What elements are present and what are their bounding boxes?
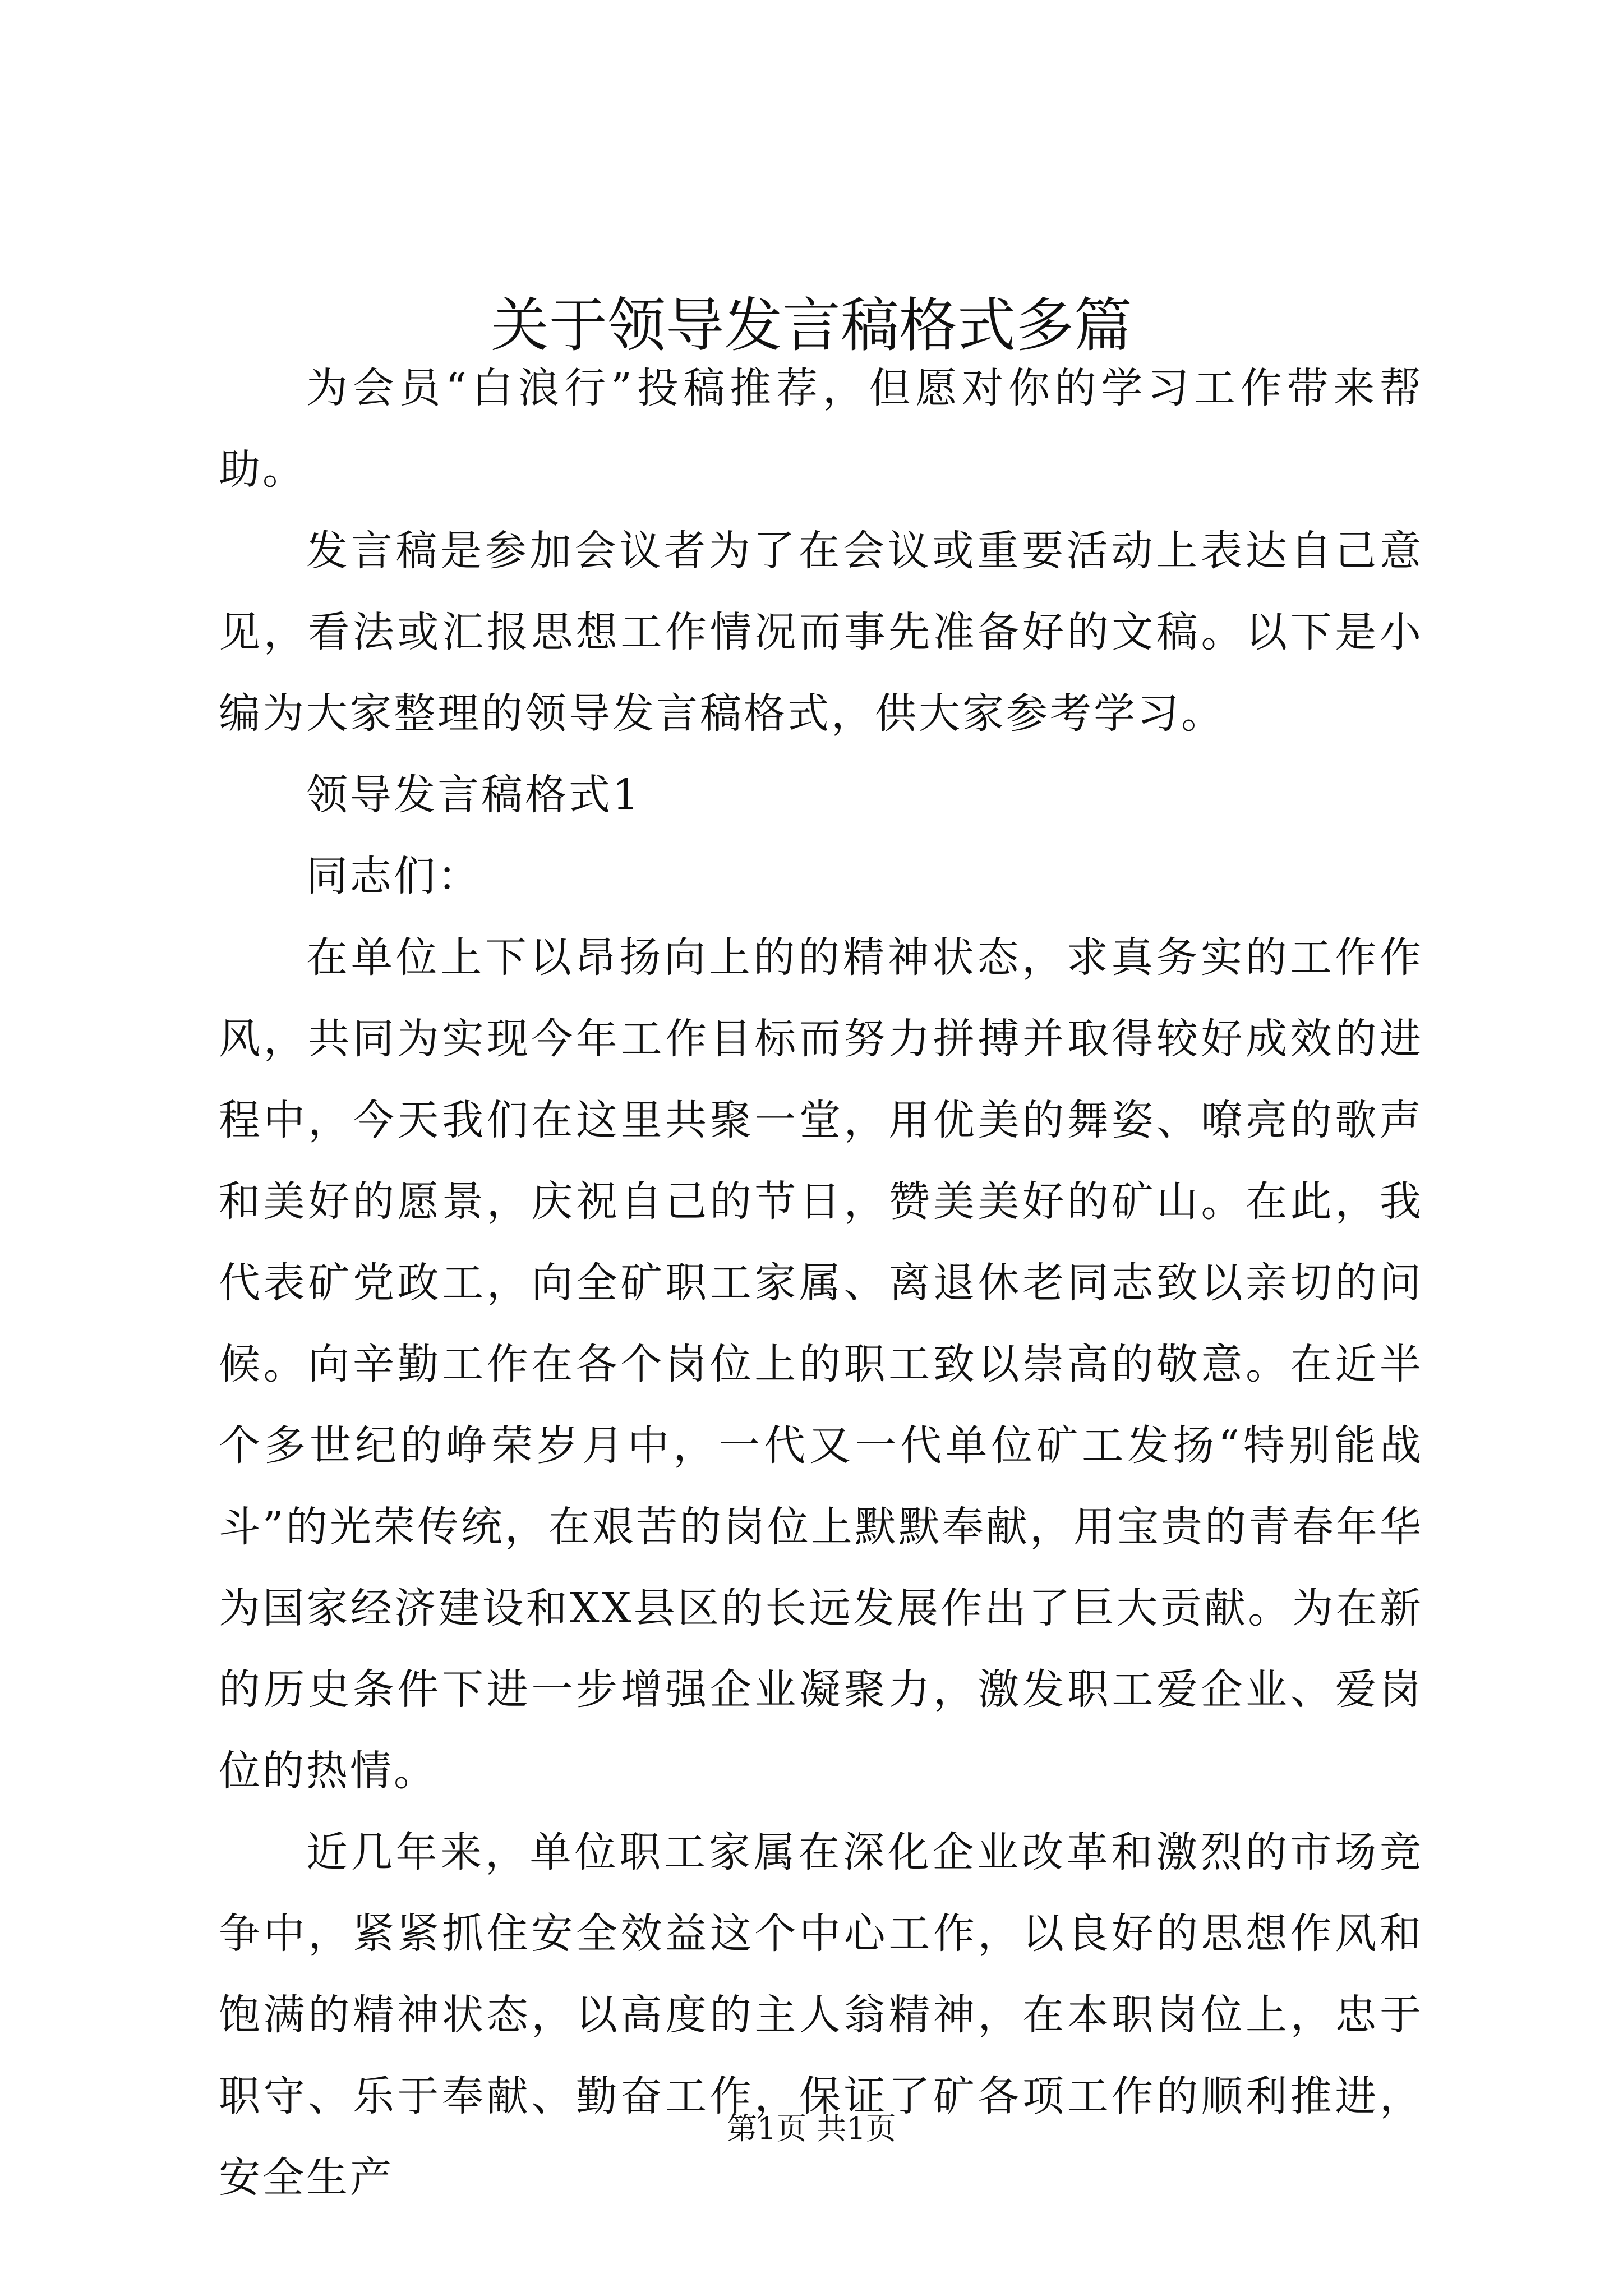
salutation: 同志们： (306, 852, 481, 900)
paragraph-recommendation: 为会员“白浪行”投稿推荐，但愿对你的学习工作带来帮助。 (219, 364, 1423, 494)
paragraph-speech-2: 近几年来，单位职工家属在深化企业改革和激烈的市场竞争中，紧紧抓住安全效益这个中心工作，以良好的思想作风和饱满的精神状态，以高度的主人翁精神，在本职岗位上，忠于职守、乐于奉献、勤奋工作，保证了矿各项工作的顺利推进，安全生产 (219, 1828, 1423, 2202)
page-footer: 第1页 共1页 (727, 2111, 896, 2146)
document-title: 关于领导发言稿格式多篇 (490, 291, 1132, 360)
document-body (219, 348, 1423, 2219)
paragraph-introduction: 发言稿是参加会议者为了在会议或重要活动上表达自己意见，看法或汇报思想工作情况而事先准备好的文稿。以下是小编为大家整理的领导发言稿格式，供大家参考学习。 (219, 527, 1423, 738)
section-heading: 领导发言稿格式1 (306, 771, 642, 819)
paragraph-speech-1: 在单位上下以昂扬向上的的精神状态，求真务实的工作作风，共同为实现今年工作目标而努力拼搏并取得较好成效的进程中，今天我们在这里共聚一堂，用优美的舞姿、嘹亮的歌声和美好的愿景，庆祝自己的节日，赞美美好的矿山。在此，我代表矿党政工，向全矿职工家属、离退休老同志致以亲切的问候。向辛勤工作在各个岗位上的职工致以崇高的敬意。在近半个多世纪的峥荣岁月中，一代又一代单位矿工发扬“特别能战斗”的光荣传统，在艰苦的岗位上默默奉献，用宝贵的青春年华为国家经济建设和XX县区的长远发展作出了巨大贡献。为在新的历史条件下进一步增强企业凝聚力，激发职工爱企业、爱岗位的热情。 (219, 933, 1423, 1795)
